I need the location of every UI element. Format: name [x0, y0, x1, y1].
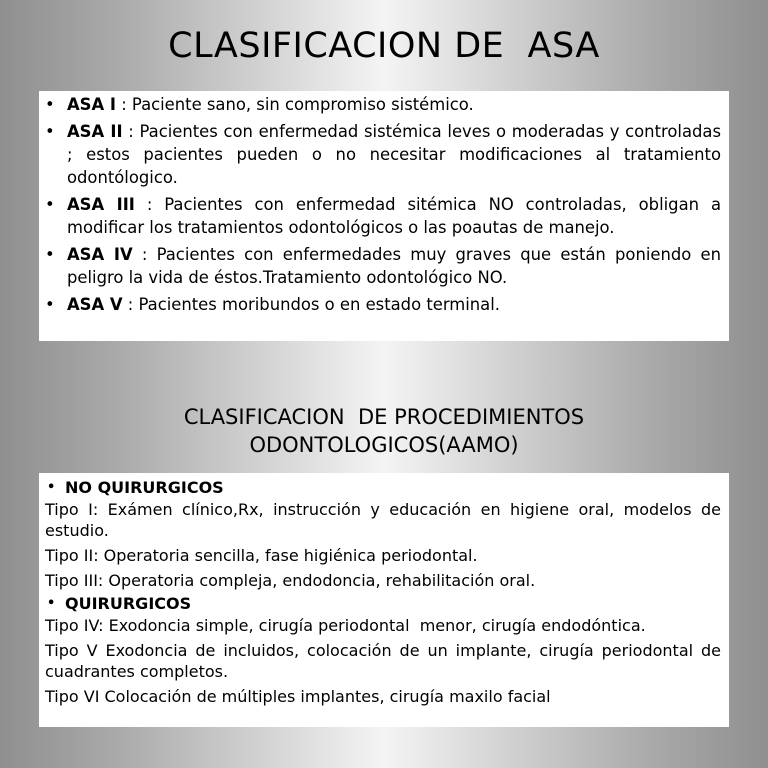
quirurgicos-heading	[45, 593, 721, 615]
heading-text: QUIRURGICOS	[65, 594, 192, 613]
bullet-icon: •	[45, 122, 55, 141]
procedures-title: CLASIFICACION DE PROCEDIMIENTOS ODONTOLOGICOS(AAMO)	[183, 405, 585, 457]
bullet-icon: •	[47, 596, 56, 611]
asa-label: ASA III	[67, 195, 135, 214]
slide-title: CLASIFICACION DE ASA	[168, 26, 600, 66]
procedures-box	[39, 473, 729, 727]
asa-description: : Pacientes moribundos o en estado terminal.	[122, 295, 500, 314]
asa-description: : Paciente sano, sin compromiso sistémico.	[115, 95, 474, 114]
procedure-tipo-vi: Tipo VI Colocación de múltiples implantes, cirugía maxilo facial	[45, 687, 551, 706]
bullet-icon: •	[47, 480, 56, 495]
procedure-tipo-ii: Tipo II: Operatoria sencilla, fase higiénica periodontal.	[45, 546, 478, 565]
bullet-icon: •	[45, 195, 55, 214]
asa-description: : Pacientes con enfermedades muy graves que están poniendo en peligro la vida de éstos.Tratamiento odontológico NO.	[67, 245, 721, 287]
asa-item-2	[45, 120, 721, 189]
asa-list	[45, 93, 721, 316]
procedure-tipo-i: Tipo I: Exámen clínico,Rx, instrucción y educación en higiene oral, modelos de estudio.	[45, 500, 727, 540]
asa-item-5	[45, 293, 721, 316]
asa-label: ASA V	[67, 295, 123, 314]
bullet-icon: •	[45, 245, 55, 264]
asa-item-3	[45, 193, 721, 239]
bullet-icon: •	[45, 95, 55, 114]
asa-description: : Pacientes con enfermedad sitémica NO controladas, obligan a modificar los tratamientos odontológicos o las poautas de manejo.	[67, 195, 721, 237]
procedure-tipo-iv: Tipo IV: Exodoncia simple, cirugía periodontal menor, cirugía endodóntica.	[45, 616, 646, 635]
asa-item-4	[45, 243, 721, 289]
asa-label: ASA I	[67, 95, 116, 114]
asa-label: ASA II	[67, 122, 123, 141]
asa-label: ASA IV	[67, 245, 133, 264]
asa-classification-box	[39, 91, 729, 341]
asa-description: : Pacientes con enfermedad sistémica leves o moderadas y controladas ; estos pacientes pueden o no necesitar modificaciones al tratamiento odontólogico.	[67, 122, 721, 187]
bullet-icon: •	[45, 295, 55, 314]
heading-text: NO QUIRURGICOS	[65, 478, 224, 497]
asa-item-1	[45, 93, 721, 116]
no-quirurgicos-heading	[45, 477, 721, 499]
procedure-tipo-v: Tipo V Exodoncia de incluidos, colocación de un implante, cirugía periodontal de cuadrantes completos.	[45, 641, 727, 681]
procedure-tipo-iii: Tipo III: Operatoria compleja, endodoncia, rehabilitación oral.	[45, 571, 536, 590]
